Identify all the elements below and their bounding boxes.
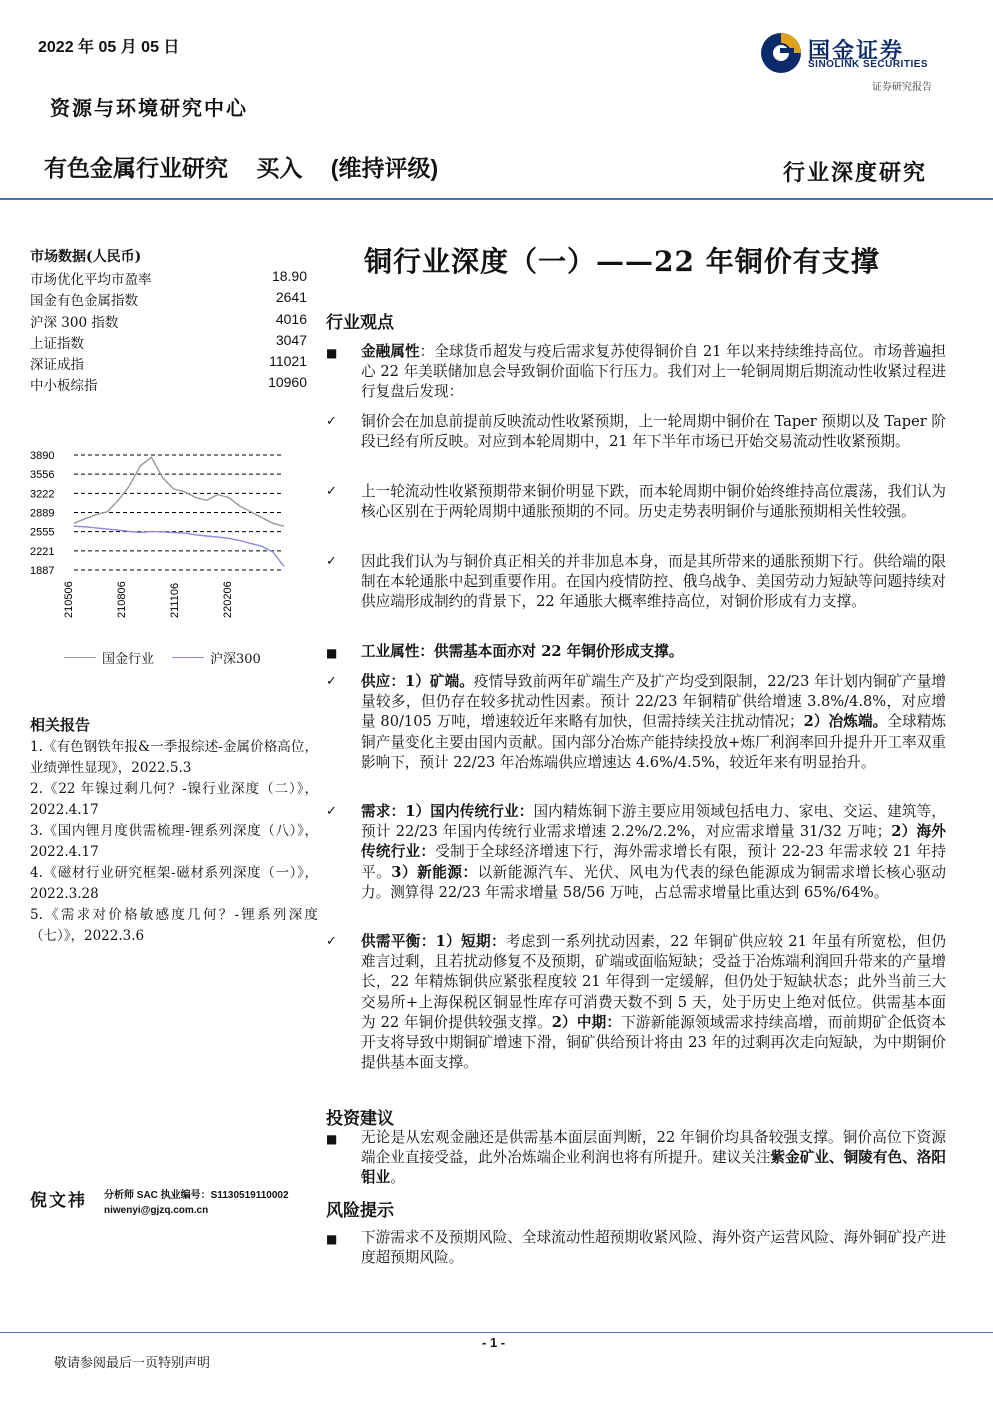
related-report-link[interactable]: 3.《国内锂月度供需梳理-锂系列深度（八）》，2022.4.17: [30, 823, 318, 860]
check-icon: ✓: [326, 484, 337, 499]
logo-cn-text: 国金证券: [808, 38, 905, 63]
bullet-subheading: 2）中期：: [551, 1013, 622, 1031]
market-value: 18.90: [271, 268, 307, 284]
bullet-heading: 供应：1）矿端。: [361, 673, 474, 690]
disclaimer-note: 敬请参阅最后一页特别声明: [54, 1356, 211, 1371]
y-tick-label: 2221: [30, 545, 55, 558]
company-logo: [758, 30, 948, 78]
x-tick-label: 211106: [169, 582, 181, 618]
section-title-invest: 投资建议: [326, 1109, 394, 1129]
rating: 买入: [256, 155, 303, 181]
report-title: 铜行业深度（一）——22 年铜价有支撑: [364, 245, 880, 278]
analyst-info: [104, 1188, 289, 1218]
check-icon: ✓: [326, 934, 337, 949]
market-row: [30, 353, 307, 373]
legend-item-industry: [64, 648, 154, 667]
bullet-heading: 需求：1）国内传统行业：: [361, 803, 534, 820]
market-value: 10960: [268, 374, 307, 390]
bullet-text: 。: [390, 1169, 405, 1187]
bullet-heading: 供需平衡：1）短期：: [361, 933, 506, 950]
check-icon: ✓: [326, 554, 337, 569]
market-label: 上证指数: [30, 336, 84, 352]
bullet-text: 受制于全球经济增速下行，海外需求增长有限，预计 22-23 年需求较 21 年持平。: [361, 843, 946, 881]
y-tick-label: 3890: [30, 450, 55, 462]
analyst-name: 倪文祎: [30, 1191, 87, 1211]
market-label: 深证成指: [30, 357, 84, 373]
report-type: 行业深度研究: [783, 160, 928, 186]
y-tick-label: 1887: [30, 565, 55, 577]
logo-subtitle: 证券研究报告: [872, 82, 932, 93]
series-line-hs300: [74, 526, 284, 566]
bullet-subheading: 2）冶炼端。: [803, 713, 888, 731]
market-value: 11021: [269, 353, 307, 369]
x-tick-label: 210806: [116, 581, 128, 618]
market-value: 2641: [275, 289, 307, 305]
check-icon: ✓: [326, 804, 337, 819]
market-row: [30, 374, 307, 394]
legend-item-hs300: [172, 648, 261, 667]
bullet-heading: 工业属性: [361, 643, 420, 660]
legend-label: 国金行业: [102, 652, 155, 667]
square-bullet-icon: ■: [326, 646, 338, 660]
bullet-text: 全球精炼铜产量变化主要由国内贡献。国内部分冶炼产能持续投放+炼厂利润率回升提升开工率双重影响下，预计 22/23 年冶炼端供应增速达 4.6%/4.5%，较近年来有明显抬升。: [361, 713, 947, 771]
bullet-demand: [326, 802, 946, 903]
logo-emblem-icon: [758, 30, 804, 76]
report-date: 2022 年 05 月 05 日: [38, 39, 180, 56]
bullet-text: 考虑到一系列扰动因素，22 年铜矿供应较 21 年虽有所宽松，但仍难言过剩，且若扰动修复不及预期，矿端或面临短缺；受益于冶炼端利润回升带来的产量增长，22 年精炼铜供应紧张程度较 21 年得到一定缓解，但仍处于短缺状态；此外当前三大交易所+上海保税区铜显性库存可消费天数不到 5 天，处于历史上绝对低位。供需基本面为 22 年铜价提供较强支撑。: [361, 933, 946, 1031]
bullet-check: [326, 412, 946, 452]
bullet-check: [326, 552, 946, 613]
market-row: [30, 289, 307, 309]
bullet-text: 以新能源汽车、光伏、风电为代表的绿色能源成为铜需求增长核心驱动力。测算得 22/23 年需求增量 58/56 万吨，占总需求增量比重达到 65%/64%。: [361, 863, 946, 901]
x-tick-label: 210506: [63, 581, 75, 618]
bullet-subheading: 2）海外传统行业：: [361, 823, 946, 861]
header-divider: [0, 198, 993, 200]
square-bullet-icon: ■: [326, 346, 338, 360]
square-bullet-icon: ■: [326, 1232, 338, 1246]
y-tick-label: 3556: [30, 469, 55, 482]
series-line-industry: [74, 457, 284, 526]
y-tick-label: 3222: [30, 488, 55, 501]
bullet-text: 下游新能源领域需求持续高增，而前期矿企低资本开支将导致中期铜矿增速下滑，铜矿供给预计将由 23 年的过剩再次走向短缺，为中期铜价提供基本面支撑。: [361, 1013, 946, 1072]
check-icon: ✓: [326, 674, 337, 689]
page-number: - 1 -: [482, 1335, 506, 1350]
research-center-name: 资源与环境研究中心: [50, 96, 248, 120]
analyst-email[interactable]: niwenyi@gjzq.com.cn: [104, 1205, 209, 1216]
industry-name: 有色金属行业研究: [44, 155, 228, 181]
x-tick-label: 220206: [222, 581, 234, 618]
logo-en-text: SINOLINK SECURITIES: [808, 59, 929, 70]
index-chart: [28, 440, 300, 640]
market-row: [30, 268, 307, 288]
check-icon: ✓: [326, 414, 337, 429]
footer-divider: [0, 1332, 993, 1333]
legend-line-hs300: [172, 657, 204, 658]
bullet-invest: [326, 1128, 946, 1189]
market-label: 中小板综指: [30, 378, 98, 394]
bullet-heading: 金融属性: [361, 343, 420, 360]
bullet-financial: [326, 342, 946, 403]
market-label: 市场优化平均市盈率: [30, 272, 152, 288]
related-report-link[interactable]: 2.《22 年镍过剩几何？-镍行业深度（二）》，2022.4.17: [30, 781, 318, 818]
bullet-text: 疫情导致前两年矿端生产及扩产均受到限制，22/23 年计划内铜矿产量增量较多，但仍存在较多扰动性因素。预计 22/23 年铜精矿供给增速 3.8%/4.8%，对应增量 80/105 万吨，增速较近年来略有加快，但需持续关注扰动情况；: [361, 673, 947, 731]
market-label: 国金有色金属指数: [30, 293, 138, 309]
chart-legend: [64, 648, 261, 667]
industry-rating-line: [44, 150, 460, 183]
bullet-supply: [326, 672, 946, 773]
related-report-link[interactable]: 1.《有色钢铁年报&一季报综述-金属价格高位，业绩弹性显现》，2022.5.3: [30, 739, 318, 776]
related-reports-title: 相关报告: [30, 716, 91, 734]
bullet-text: 因此我们认为与铜价真正相关的并非加息本身，而是其所带来的通胀预期下行。供给端的限制在本轮通胀中起到重要作用。在国内疫情防控、俄乌战争、美国劳动力短缺等问题持续对供应端形成制约的背景下，22 年通胀大概率维持高位，对铜价形成有力支撑。: [361, 553, 946, 611]
bullet-check: [326, 482, 946, 522]
bullet-text: 铜价会在加息前提前反映流动性收紧预期，上一轮周期中铜价在 Taper 预期以及 Taper 阶段已经有所反映。对应到本轮周期中，21 年下半年市场已开始交易流动性收紧预期。: [361, 413, 946, 451]
bullet-text: ：全球货币超发与疫后需求复苏使得铜价自 21 年以来持续维持高位。市场普遍担心 22 年美联储加息会导致铜价面临下行压力。我们对上一轮铜周期后期流动性收紧过程进行复盘后发现：: [361, 343, 946, 401]
bullet-text: 国内精炼铜下游主要应用领域包括电力、家电、交运、建筑等，预计 22/23 年国内传统行业需求增速 2.2%/2.2%，对应需求增量 31/32 万吨；: [361, 803, 946, 841]
bullet-risk: [326, 1228, 946, 1268]
bullet-subheading: 3）新能源：: [391, 863, 478, 881]
bullet-text: 上一轮流动性收紧预期带来铜价明显下跌，而本轮周期中铜价始终维持高位震荡，我们认为核心区别在于两轮周期中通胀预期的不同。历史走势表明铜价与通胀预期相关性较强。: [361, 483, 946, 521]
related-report-link[interactable]: 4.《磁材行业研究框架-磁材系列深度（一）》，2022.3.28: [30, 865, 318, 902]
market-data-title: 市场数据(人民币): [30, 249, 142, 265]
market-value: 3047: [275, 332, 307, 348]
rating-note: (维持评级): [330, 155, 439, 181]
legend-line-industry: [64, 657, 96, 658]
y-tick-label: 2889: [30, 507, 55, 520]
section-title-view: 行业观点: [326, 313, 394, 333]
related-report-link[interactable]: 5.《需求对价格敏感度几何？-锂系列深度（七）》，2022.3.6: [30, 907, 318, 944]
y-tick-label: 2555: [30, 526, 55, 539]
recommended-stocks: 紫金矿业、铜陵有色、洛阳钼业: [361, 1149, 946, 1187]
section-title-risk: 风险提示: [326, 1201, 394, 1221]
bullet-industrial: [326, 642, 946, 662]
market-label: 沪深 300 指数: [30, 315, 119, 331]
bullet-text: 无论是从宏观金融还是供需基本面层面判断，22 年铜价均具备较强支撑。铜价高位下资源端企业直接受益，此外冶炼端企业利润也将有所提升。建议关注: [361, 1129, 946, 1167]
market-row: [30, 332, 307, 352]
bullet-balance: [326, 932, 946, 1073]
analyst-sac: 分析师 SAC 执业编号：S1130519110002: [104, 1190, 289, 1201]
legend-label: 沪深300: [210, 652, 261, 667]
market-value: 4016: [275, 311, 307, 327]
market-row: [30, 311, 307, 331]
bullet-text: ：供需基本面亦对 22 年铜价形成支撑。: [419, 643, 684, 660]
square-bullet-icon: ■: [326, 1132, 338, 1146]
bullet-text: 下游需求不及预期风险、全球流动性超预期收紧风险、海外资产运营风险、海外铜矿投产进度超预期风险。: [361, 1229, 946, 1267]
